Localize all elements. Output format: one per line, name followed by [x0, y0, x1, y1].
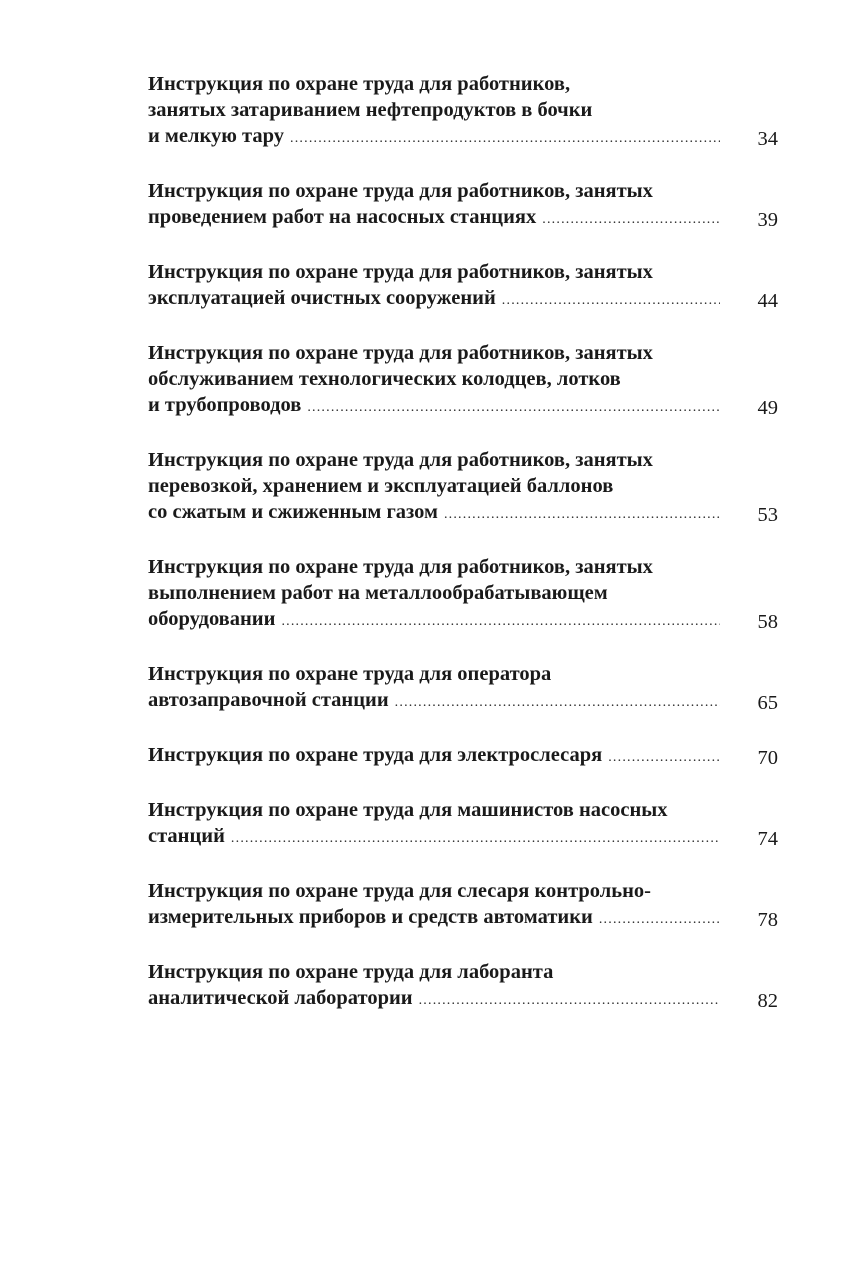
dot-leader [444, 502, 720, 528]
toc-entry-title-line: Инструкция по охране труда для работников, занятых [148, 180, 653, 202]
toc-entry-title-line: измерительных приборов и средств автоматики [148, 906, 593, 928]
dot-leader [281, 609, 720, 635]
toc-entry-title-line: оборудовании [148, 608, 276, 630]
toc-entry[interactable] [148, 661, 778, 716]
toc-entry-title-last-line [148, 985, 720, 1014]
toc-entry-title-line: Инструкция по охране труда для работников, занятых [148, 261, 653, 283]
toc-entry-title-line: и мелкую тару [148, 125, 285, 147]
toc-entry[interactable] [148, 447, 778, 528]
toc-entry[interactable] [148, 797, 778, 852]
toc-entry[interactable] [148, 71, 778, 152]
toc-page-number: 78 [757, 909, 778, 931]
toc-entry-title-line: занятых затариванием нефтепродуктов в бочки [148, 99, 593, 121]
toc-entry-title-line: проведением работ на насосных станциях [148, 206, 537, 228]
toc-entry-title-last-line [148, 392, 720, 421]
toc-entry-title-line: Инструкция по охране труда для работников, занятых [148, 449, 653, 471]
table-of-contents [148, 71, 778, 1040]
toc-entry-title-line: и трубопроводов [148, 394, 302, 416]
toc-entry-title-line: со сжатым и сжиженным газом [148, 501, 438, 523]
toc-entry-title-last-line [148, 285, 720, 314]
toc-entry-title-line: станций [148, 825, 225, 847]
toc-page-number: 49 [757, 397, 778, 419]
toc-entry-title-line: Инструкция по охране труда для оператора [148, 663, 552, 685]
dot-leader [231, 826, 720, 852]
dot-leader [290, 126, 720, 152]
toc-entry[interactable] [148, 340, 778, 421]
toc-entry-title-line: Инструкция по охране труда для слесаря контрольно- [148, 880, 652, 902]
toc-page-number: 34 [757, 128, 778, 150]
toc-page-number: 58 [757, 611, 778, 633]
toc-entry-title-last-line [148, 123, 720, 152]
toc-entry-title-line: перевозкой, хранением и эксплуатацией баллонов [148, 475, 614, 497]
toc-entry-title-line: Инструкция по охране труда для работников, занятых [148, 556, 653, 578]
toc-entry[interactable] [148, 178, 778, 233]
toc-entry-title-last-line [148, 204, 720, 233]
toc-entry-title-last-line [148, 904, 720, 933]
toc-entry-title-line: обслуживанием технологических колодцев, лотков [148, 368, 621, 390]
toc-entry[interactable] [148, 742, 778, 771]
toc-entry-title-line: Инструкция по охране труда для лаборанта [148, 961, 554, 983]
dot-leader [542, 207, 720, 233]
toc-page-number: 70 [757, 747, 778, 769]
toc-entry-title-line: автозаправочной станции [148, 689, 389, 711]
dot-leader [502, 288, 720, 314]
toc-page-number: 82 [757, 990, 778, 1012]
toc-entry-title-last-line [148, 687, 720, 716]
toc-entry-title-last-line [148, 499, 720, 528]
toc-page-number: 39 [757, 209, 778, 231]
toc-entry-title-line: выполнением работ на металлообрабатывающем [148, 582, 608, 604]
toc-entry-title-last-line [148, 823, 720, 852]
toc-entry-title-line: Инструкция по охране труда для работников, занятых [148, 342, 653, 364]
toc-entry-title-line: аналитической лаборатории [148, 987, 413, 1009]
dot-leader [608, 745, 720, 771]
toc-entry-title-line: эксплуатацией очистных сооружений [148, 287, 496, 309]
toc-entry-title-line: Инструкция по охране труда для работников, [148, 73, 571, 95]
toc-page-number: 44 [757, 290, 778, 312]
toc-page-number: 53 [757, 504, 778, 526]
toc-entry[interactable] [148, 878, 778, 933]
toc-page-number: 65 [757, 692, 778, 714]
toc-entry[interactable] [148, 554, 778, 635]
dot-leader [395, 690, 720, 716]
toc-entry-title-line: Инструкция по охране труда для машинистов насосных [148, 799, 668, 821]
toc-entry-title-line: Инструкция по охране труда для электрослесаря [148, 744, 603, 766]
toc-page-number: 74 [757, 828, 778, 850]
dot-leader [419, 988, 720, 1014]
dot-leader [307, 395, 720, 421]
toc-entry[interactable] [148, 259, 778, 314]
toc-entry-title-last-line [148, 606, 720, 635]
toc-entry-title-last-line [148, 742, 720, 771]
toc-entry[interactable] [148, 959, 778, 1014]
dot-leader [599, 907, 720, 933]
